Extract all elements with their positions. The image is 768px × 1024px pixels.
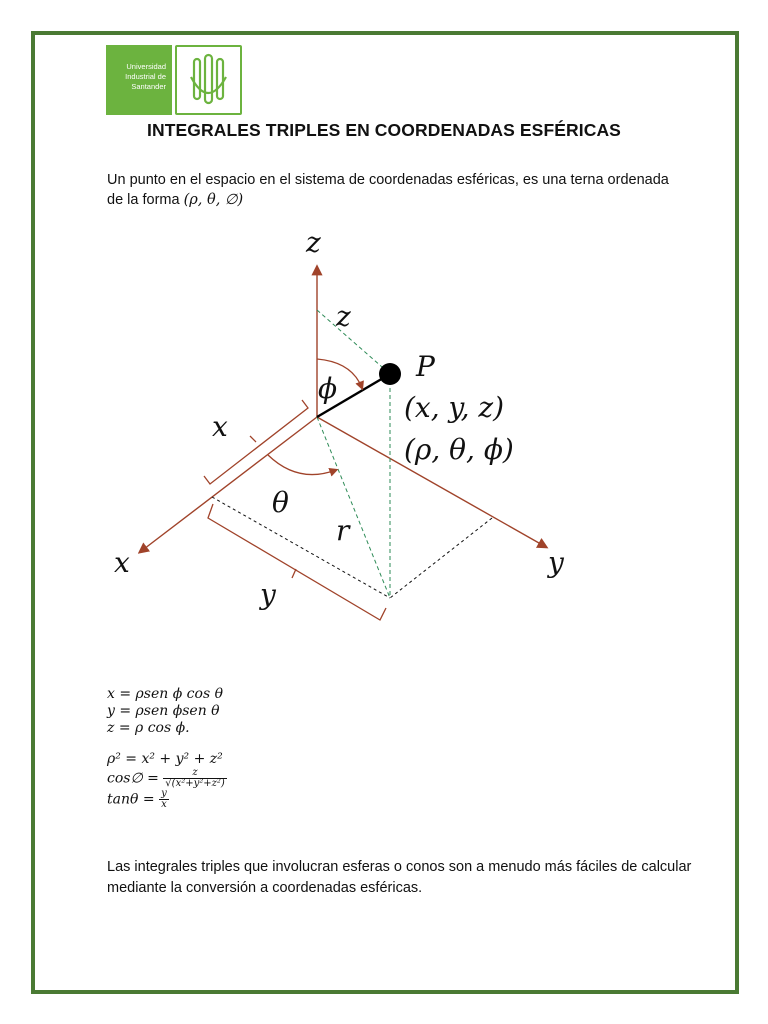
formula-z: z = ρ cos ϕ. xyxy=(107,720,190,736)
uis-emblem-icon xyxy=(175,45,242,115)
y-axis-label: y xyxy=(548,546,564,579)
z-axis-label: z xyxy=(306,226,321,259)
intro-tuple: (ρ, θ, ∅) xyxy=(183,192,244,208)
x-axis xyxy=(140,417,317,552)
formulas-block xyxy=(107,686,227,810)
page-title: INTEGRALES TRIPLES EN COORDENADAS ESFÉRICAS xyxy=(147,120,621,140)
formula-cos-numerator: z xyxy=(163,768,227,779)
formula-rho: ρ² = x² + y² + z² xyxy=(107,751,223,767)
theta-label: θ xyxy=(272,486,289,519)
formula-tan-numerator: y xyxy=(161,788,167,799)
x-component-label: x xyxy=(212,410,228,443)
conclusion-paragraph: Las integrales triples que involucran esferas o conos son a menudo más fáciles de calcular mediante la conversión a coordenadas esféricas. xyxy=(107,859,692,896)
formula-cos-fraction xyxy=(163,768,227,789)
intro-paragraph xyxy=(107,170,687,210)
formula-tan-lhs: tanθ = xyxy=(107,791,155,808)
formula-cos-lhs: cos∅ = xyxy=(107,770,159,787)
x-axis-label: x xyxy=(114,546,130,579)
formula-cos-denominator: √(x²+y²+z²) xyxy=(165,778,225,789)
spherical-coordinates-diagram xyxy=(100,222,660,622)
theta-arc xyxy=(268,455,336,475)
phi-label: ϕ xyxy=(318,372,338,405)
y-component-guide xyxy=(390,518,492,598)
university-logo xyxy=(106,45,172,115)
r-label: r xyxy=(336,514,350,547)
y-component-label: y xyxy=(260,578,276,611)
z-projection-guide xyxy=(317,310,390,374)
formula-tan-fraction xyxy=(159,789,169,810)
logo-line-3: Santander xyxy=(131,82,166,91)
point-cartesian-label: (x, y, z) xyxy=(404,391,505,424)
point-spherical-label: (ρ, θ, ϕ) xyxy=(404,433,514,466)
logo-line-2: Industrial de xyxy=(125,72,166,81)
z-component-label: z xyxy=(336,300,351,333)
formula-x: x = ρsen ϕ cos θ xyxy=(107,686,224,702)
formula-cos xyxy=(107,768,227,789)
formula-y: y = ρsen ϕsen θ xyxy=(107,703,220,719)
intro-text: Un punto en el espacio en el sistema de coordenadas esféricas, es una terna ordenada de la forma xyxy=(107,172,669,208)
formula-tan xyxy=(107,789,227,810)
logo-line-1: Universidad xyxy=(126,62,166,71)
x-component-guide xyxy=(212,497,390,598)
point-p xyxy=(379,363,401,385)
formula-tan-denominator: x xyxy=(161,799,167,810)
r-projection-guide xyxy=(317,417,390,598)
point-name-label: P xyxy=(416,350,435,383)
